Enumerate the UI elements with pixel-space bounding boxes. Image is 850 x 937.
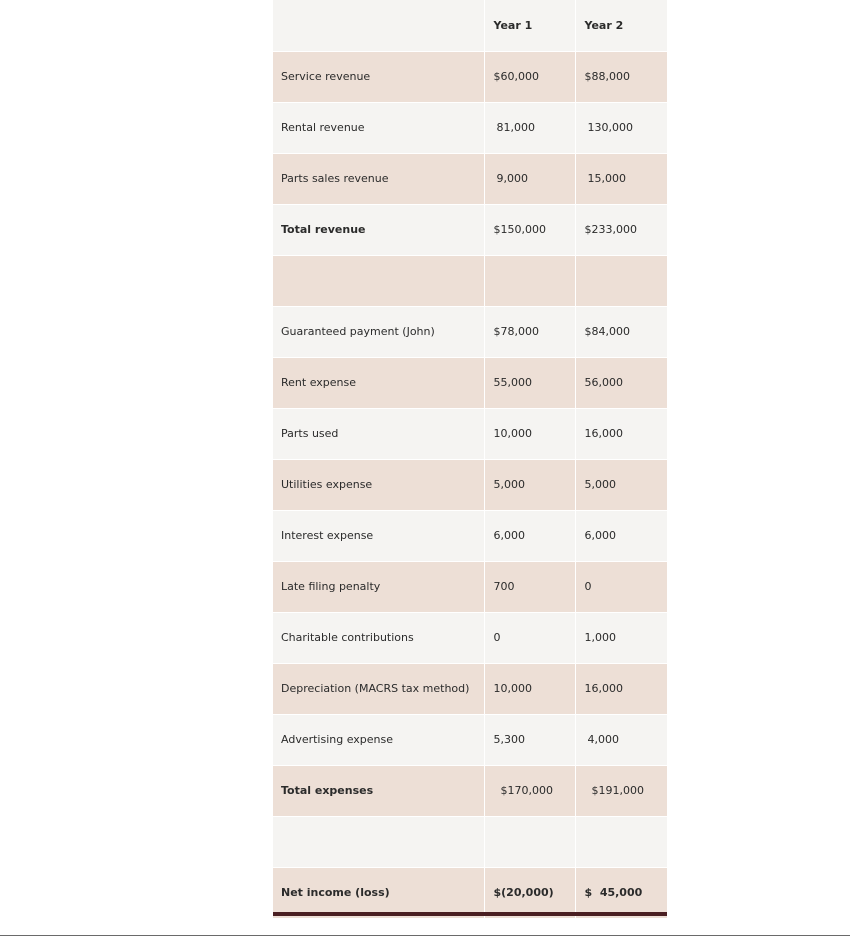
year-1-value: 6,000: [484, 510, 575, 561]
year-1-value: 5,000: [484, 459, 575, 510]
year-2-value: $233,000: [575, 204, 667, 255]
year-2-value: 16,000: [575, 408, 667, 459]
table-row: [273, 714, 667, 765]
year-1-value: 55,000: [484, 357, 575, 408]
table-row: [273, 612, 667, 663]
year-2-value: 130,000: [575, 102, 667, 153]
table-bottom-rule: [273, 912, 667, 916]
year-1-value: [484, 255, 575, 306]
year-2-value: $88,000: [575, 51, 667, 102]
row-label: [273, 816, 484, 867]
year-2-value: 56,000: [575, 357, 667, 408]
row-label: Net income (loss): [273, 867, 484, 918]
row-label: Guaranteed payment (John): [273, 306, 484, 357]
year-2-value: $191,000: [575, 765, 667, 816]
table-row: [273, 357, 667, 408]
year-2-value: 16,000: [575, 663, 667, 714]
table-row: [273, 153, 667, 204]
year-1-value: $150,000: [484, 204, 575, 255]
year-2-value: [575, 816, 667, 867]
page-divider: [0, 935, 850, 936]
year-1-value: $60,000: [484, 51, 575, 102]
year-2-value: 15,000: [575, 153, 667, 204]
table-row-spacer: [273, 816, 667, 867]
row-label: Parts used: [273, 408, 484, 459]
row-label: Depreciation (MACRS tax method): [273, 663, 484, 714]
table-row: [273, 306, 667, 357]
row-label: Parts sales revenue: [273, 153, 484, 204]
table-row: [273, 51, 667, 102]
income-statement-table: [273, 0, 667, 918]
table-row: [273, 459, 667, 510]
table-row: [273, 663, 667, 714]
year-2-value: $84,000: [575, 306, 667, 357]
header-year-1: Year 1: [484, 0, 575, 51]
year-1-value: 10,000: [484, 408, 575, 459]
table-row-spacer: [273, 255, 667, 306]
year-1-value: 700: [484, 561, 575, 612]
header-year-2: Year 2: [575, 0, 667, 51]
row-label: Charitable contributions: [273, 612, 484, 663]
year-1-value: 81,000: [484, 102, 575, 153]
year-2-value: $ 45,000: [575, 867, 667, 918]
year-2-value: 6,000: [575, 510, 667, 561]
table-row: [273, 510, 667, 561]
year-1-value: [484, 816, 575, 867]
year-1-value: 9,000: [484, 153, 575, 204]
table-row: [273, 561, 667, 612]
row-label: [273, 255, 484, 306]
header-label-cell: [273, 0, 484, 51]
year-2-value: 4,000: [575, 714, 667, 765]
year-2-value: 1,000: [575, 612, 667, 663]
table-row-total-revenue: [273, 204, 667, 255]
year-1-value: 5,300: [484, 714, 575, 765]
table-row-total-expenses: [273, 765, 667, 816]
year-1-value: 10,000: [484, 663, 575, 714]
row-label: Interest expense: [273, 510, 484, 561]
header-row: [273, 0, 667, 51]
row-label: Late filing penalty: [273, 561, 484, 612]
year-1-value: $78,000: [484, 306, 575, 357]
table-row: [273, 102, 667, 153]
row-label: Utilities expense: [273, 459, 484, 510]
table-row: [273, 408, 667, 459]
row-label: Total expenses: [273, 765, 484, 816]
row-label: Service revenue: [273, 51, 484, 102]
year-1-value: $(20,000): [484, 867, 575, 918]
row-label: Advertising expense: [273, 714, 484, 765]
year-2-value: 5,000: [575, 459, 667, 510]
year-1-value: 0: [484, 612, 575, 663]
row-label: Total revenue: [273, 204, 484, 255]
row-label: Rental revenue: [273, 102, 484, 153]
income-statement-table-wrapper: [273, 0, 667, 918]
table-row-net-income: [273, 867, 667, 918]
year-2-value: 0: [575, 561, 667, 612]
year-2-value: [575, 255, 667, 306]
row-label: Rent expense: [273, 357, 484, 408]
year-1-value: $170,000: [484, 765, 575, 816]
